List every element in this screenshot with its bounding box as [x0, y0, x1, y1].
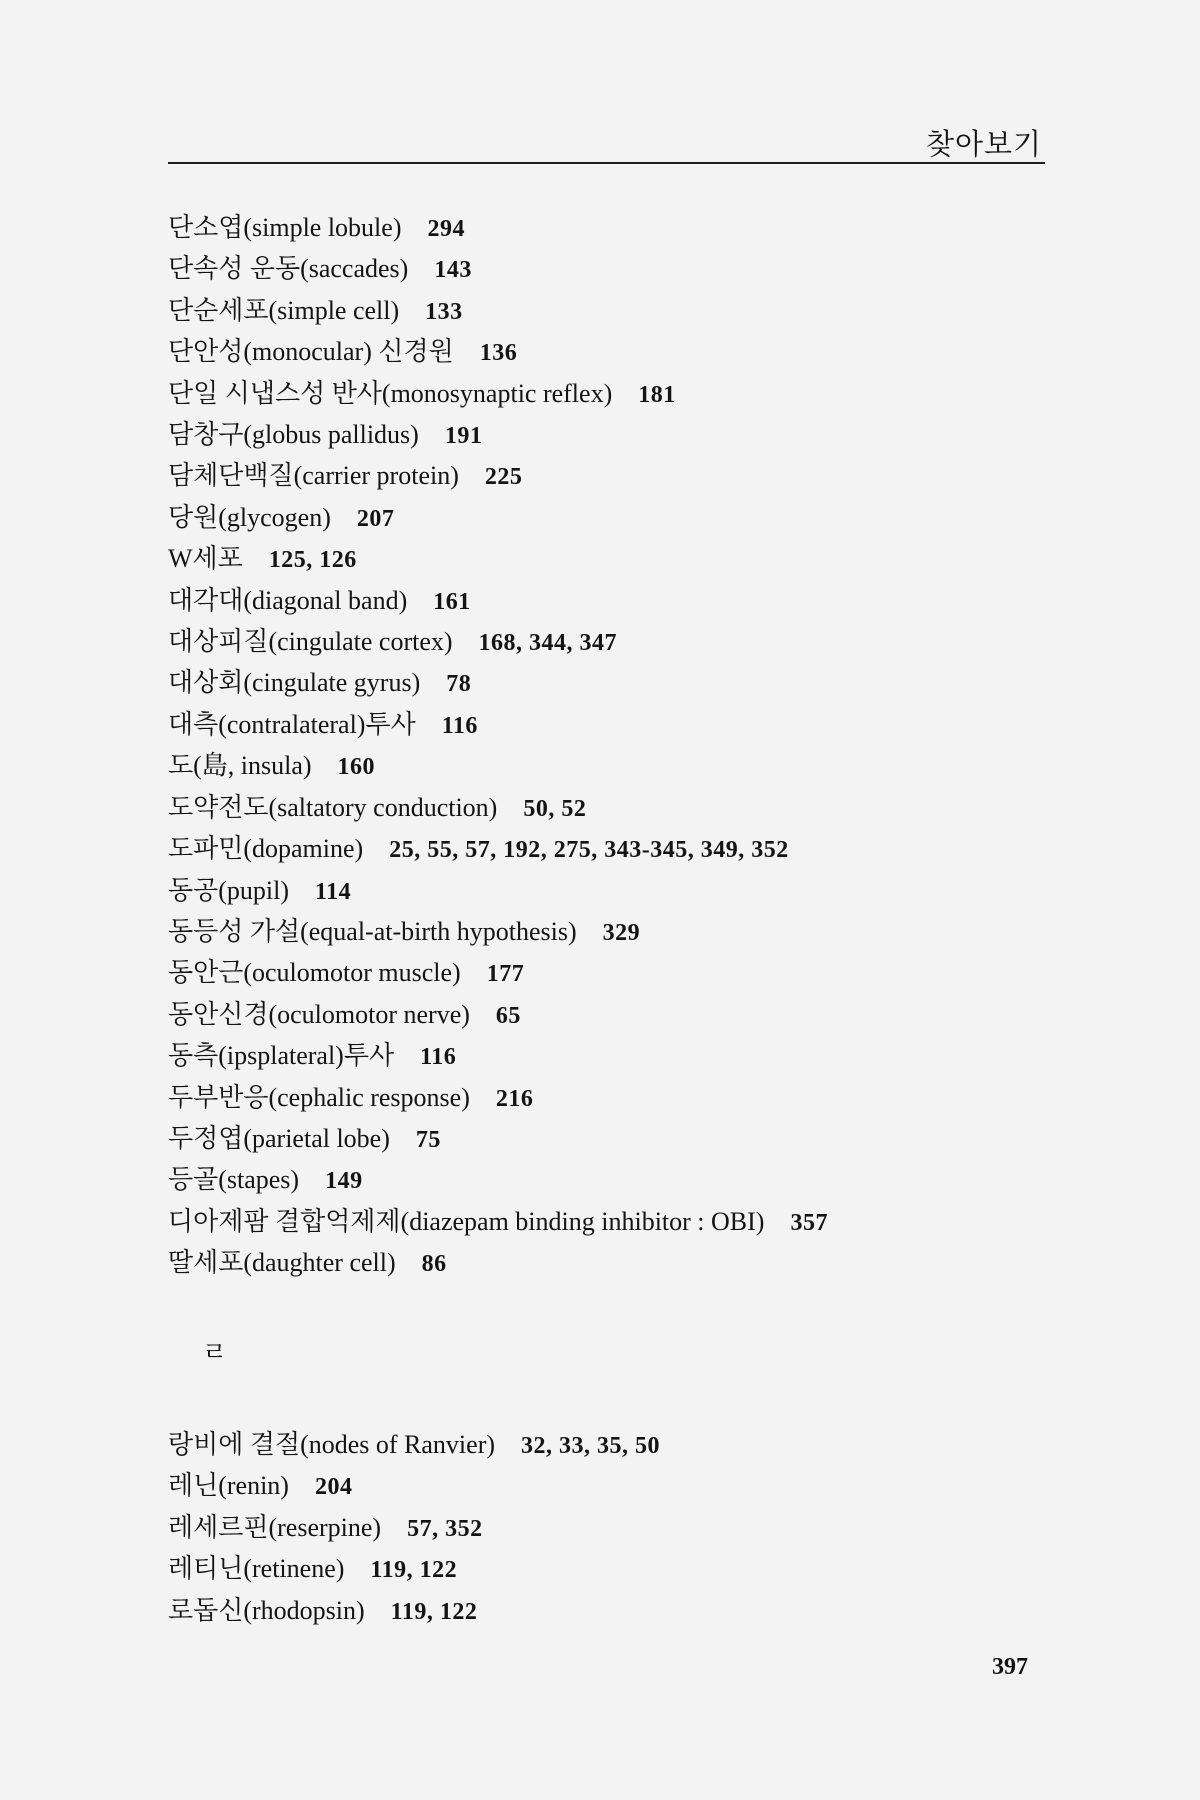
index-term: 도파민(dopamine)	[168, 834, 364, 864]
index-group-r	[168, 1425, 1068, 1632]
index-group-d	[168, 208, 1068, 1285]
index-entry	[168, 1549, 1068, 1590]
index-entry	[168, 1160, 1068, 1201]
index-entry	[168, 705, 1068, 746]
index-pages: 32, 33, 35, 50	[521, 1432, 661, 1459]
index-term: 대상피질(cingulate cortex)	[168, 627, 453, 657]
index-pages: 294	[427, 216, 465, 242]
index-term: 동측(ipsplateral)투사	[168, 1041, 395, 1071]
index-pages: 116	[441, 712, 478, 739]
index-pages: 136	[479, 340, 518, 367]
index-entry	[168, 1119, 1068, 1160]
index-pages: 25, 55, 57, 192, 275, 343-345, 349, 352	[389, 837, 789, 864]
index-entry	[168, 953, 1068, 994]
index-term: 로돕신(rhodopsin)	[168, 1595, 365, 1625]
index-pages: 116	[420, 1044, 457, 1071]
index-term: 디아제팜 결합억제제(diazepam binding inhibitor : OBI)	[168, 1206, 765, 1236]
index-pages: 181	[638, 381, 676, 408]
index-entry	[168, 1591, 1068, 1632]
index-entry	[168, 374, 1068, 415]
index-entry	[168, 1078, 1068, 1119]
index-entry	[168, 291, 1068, 332]
index-pages: 149	[325, 1168, 363, 1195]
index-term: 두정엽(parietal lobe)	[168, 1123, 390, 1153]
index-entry	[168, 746, 1068, 787]
index-pages: 161	[433, 588, 471, 615]
page-header-title: 찾아보기	[925, 127, 1042, 161]
index-entry	[168, 995, 1068, 1036]
index-entry	[168, 415, 1068, 456]
index-term: 등골(stapes)	[168, 1165, 300, 1195]
index-term: 레티닌(retinene)	[168, 1554, 345, 1584]
index-entry	[168, 663, 1068, 704]
index-entry	[168, 498, 1068, 539]
index-pages: 160	[337, 754, 376, 781]
index-entry	[168, 456, 1068, 497]
index-pages: 143	[434, 257, 472, 284]
index-pages: 119, 122	[390, 1598, 478, 1625]
index-term: 단순세포(simple cell)	[168, 295, 400, 325]
index-term: 도약전도(saltatory conduction)	[168, 792, 498, 822]
index-entry	[168, 581, 1068, 622]
index-entry	[168, 829, 1068, 870]
index-pages: 207	[356, 505, 395, 532]
index-term: 담체단백질(carrier protein)	[168, 461, 459, 491]
index-term: 두부반응(cephalic response)	[168, 1082, 470, 1112]
index-term: 담창구(globus pallidus)	[168, 420, 419, 450]
index-entry	[168, 332, 1068, 373]
index-entry	[168, 1508, 1068, 1549]
index-term: 단소엽(simple lobule)	[168, 213, 402, 242]
index-term: W세포	[168, 544, 243, 574]
index-pages: 125, 126	[268, 547, 357, 574]
index-pages: 50, 52	[523, 795, 587, 822]
index-term: 딸세포(daughter cell)	[168, 1248, 396, 1278]
index-pages: 119, 122	[370, 1557, 458, 1584]
header-rule	[168, 162, 1045, 164]
index-entry	[168, 1466, 1068, 1507]
section-heading: ㄹ	[202, 1337, 228, 1368]
index-term: 랑비에 결절(nodes of Ranvier)	[168, 1429, 496, 1459]
index-term: 단안성(monocular) 신경원	[168, 337, 454, 367]
index-term: 대상회(cingulate gyrus)	[168, 668, 421, 698]
index-term: 단속성 운동(saccades)	[168, 254, 409, 284]
index-term: 레세르핀(reserpine)	[168, 1512, 382, 1542]
index-pages: 225	[484, 464, 523, 491]
index-term: 단일 시냅스성 반사(monosynaptic reflex)	[168, 378, 613, 408]
index-pages: 357	[790, 1209, 828, 1236]
index-entry	[168, 1036, 1068, 1077]
index-pages: 191	[444, 423, 483, 450]
index-term: 레닌(renin)	[168, 1471, 289, 1501]
index-pages: 75	[415, 1126, 441, 1153]
index-entry	[168, 539, 1068, 580]
index-list	[168, 208, 1068, 1632]
index-pages: 86	[421, 1251, 447, 1278]
index-entry	[168, 871, 1068, 912]
index-term: 대측(contralateral)투사	[168, 709, 416, 739]
index-term: 당원(glycogen)	[168, 502, 331, 532]
index-term: 동공(pupil)	[168, 875, 289, 905]
index-pages: 57, 352	[407, 1515, 483, 1542]
index-pages: 78	[446, 671, 472, 698]
index-entry	[168, 1202, 1068, 1243]
index-term: 대각대(diagonal band)	[168, 585, 408, 615]
index-term: 도(島, insula)	[168, 751, 312, 781]
index-entry	[168, 208, 1068, 249]
index-pages: 329	[602, 919, 641, 946]
page-number: 397	[992, 1654, 1028, 1680]
index-pages: 216	[495, 1085, 534, 1112]
index-pages: 177	[486, 961, 525, 988]
index-entry	[168, 1243, 1068, 1284]
index-entry	[168, 622, 1068, 663]
index-entry	[168, 249, 1068, 290]
index-term: 동등성 가설(equal-at-birth hypothesis)	[168, 916, 577, 946]
index-pages: 133	[425, 298, 463, 325]
index-pages: 114	[315, 878, 352, 905]
index-pages: 204	[314, 1474, 353, 1501]
index-entry	[168, 788, 1068, 829]
index-entry	[168, 912, 1068, 953]
index-pages: 168, 344, 347	[478, 630, 618, 657]
index-term: 동안근(oculomotor muscle)	[168, 958, 461, 988]
index-pages: 65	[495, 1002, 521, 1029]
index-term: 동안신경(oculomotor nerve)	[168, 999, 470, 1029]
index-entry	[168, 1425, 1068, 1466]
